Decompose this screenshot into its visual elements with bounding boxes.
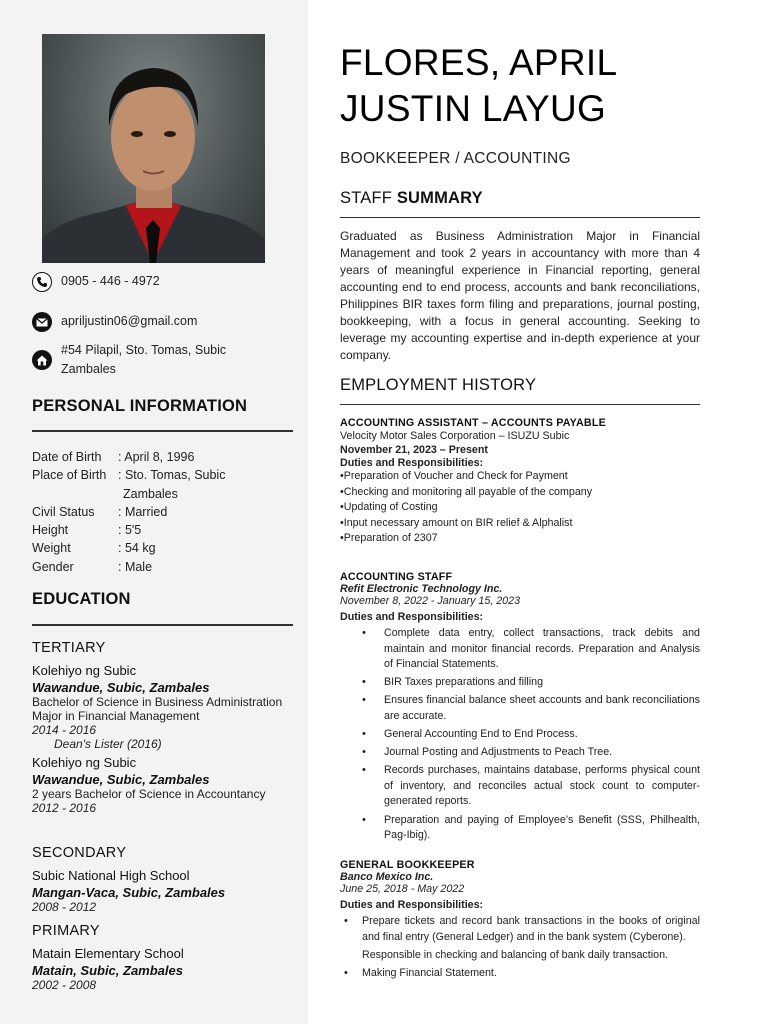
edu-years: 2008 - 2012 (32, 900, 97, 914)
job-dates: June 25, 2018 - May 2022 (340, 883, 465, 895)
job-entry-3 (340, 859, 700, 984)
duty-item: • Preparation and paying of Employee’s Benefit (SSS, Philhealth, Pag-Ibig). (384, 813, 700, 844)
pi-label (32, 485, 118, 503)
phone-icon (32, 272, 52, 292)
duty-item: • Ensures financial balance sheet accounts and bank reconciliations are accurate. (384, 693, 700, 724)
edu-level-secondary: SECONDARY (32, 845, 127, 861)
pi-label: Gender (32, 559, 74, 574)
edu-level-tertiary: TERTIARY (32, 640, 106, 656)
pi-label: Place of Birth (32, 468, 107, 483)
pi-value: : 54 kg (118, 541, 156, 556)
personal-info-divider (32, 430, 293, 432)
pi-row (32, 448, 225, 466)
duty-item: • BIR Taxes preparations and filling (384, 675, 700, 691)
job-company: Banco Mexico Inc. (340, 871, 434, 883)
pi-value: Zambales (123, 486, 178, 501)
edu-place: Wawandue, Subic, Zambales (32, 772, 210, 787)
pi-row (32, 503, 225, 521)
name-line-2: JUSTIN LAYUG (340, 88, 607, 129)
edu-honor: Dean's Lister (2016) (54, 737, 162, 751)
duty-item: •Input necessary amount on BIR relief & Alphalist (340, 516, 573, 529)
edu-years: 2014 - 2016 (32, 723, 97, 737)
email-address: apriljustin06@gmail.com (61, 314, 198, 328)
employment-divider (340, 404, 700, 405)
duty-item: •Preparation of Voucher and Check for Payment (340, 470, 568, 482)
profile-photo (42, 34, 265, 263)
duties-heading: Duties and Responsibilities: (340, 457, 484, 469)
duty-item: • Making Financial Statement. (362, 966, 700, 982)
edu-place: Matain, Subic, Zambales (32, 963, 183, 978)
summary-text: Graduated as Business Administration Major in Financial Management and took 2 years in accountancy with more than 4 years of meaningful experience in Financial reporting, general accounting end to end process, accounts and bank reconciliations, Philippines BIR taxes form filing and preparations, journal posting, bookkeeping, with a focus in general accounting. Seeking to leverage my accounting expertise and in-depth experience at your company. (340, 229, 700, 362)
job-company: Refit Electronic Technology Inc. (340, 583, 503, 595)
pi-value: : Sto. Tomas, Subic (118, 468, 226, 483)
pi-row (32, 485, 225, 503)
name-line-1: FLORES, APRIL (340, 42, 618, 83)
education-divider (32, 624, 293, 626)
duty-item: •Updating of Costing (340, 501, 438, 514)
edu-years: 2012 - 2016 (32, 801, 97, 815)
duties-list (340, 469, 700, 547)
education-tertiary (32, 640, 297, 815)
duty-item: • Records purchases, maintains database, performs physical count of inventory, and reconciles actual stock count to computer-generated reports. (384, 763, 700, 810)
edu-years: 2002 - 2008 (32, 978, 97, 992)
pi-value: : 5'5 (118, 523, 142, 538)
duty-item: •Preparation of 2307 (340, 532, 438, 545)
edu-level-primary: PRIMARY (32, 923, 100, 939)
pi-row (32, 539, 225, 557)
job-entry-1 (340, 417, 700, 547)
education-primary (32, 923, 297, 992)
job-title: ACCOUNTING ASSISTANT – ACCOUNTS PAYABLE (340, 417, 606, 429)
edu-school: Kolehiyo ng Subic (32, 755, 137, 770)
education-secondary (32, 845, 297, 914)
job-entry-2 (340, 571, 700, 846)
home-address: #54 Pilapil, Sto. Tomas, Subic Zambales (61, 343, 227, 376)
job-dates: November 8, 2022 - January 15, 2023 (340, 595, 521, 607)
pi-row (32, 466, 225, 484)
duties-list (340, 914, 700, 981)
edu-school: Kolehiyo ng Subic (32, 663, 137, 678)
summary-heading (340, 189, 483, 208)
personal-info-table (32, 448, 225, 576)
pi-label: Height (32, 523, 69, 538)
full-name (340, 40, 617, 132)
pi-label: Weight (32, 541, 71, 556)
pi-row (32, 521, 225, 539)
pi-label: Civil Status (32, 504, 95, 519)
edu-place: Mangan-Vaca, Subic, Zambales (32, 885, 226, 900)
job-title: GENERAL BOOKKEEPER (340, 859, 475, 871)
portrait-illustration (42, 34, 265, 263)
edu-degree: 2 years Bachelor of Science in Accountancy (32, 787, 266, 801)
duties-heading: Duties and Responsibilities: (340, 899, 484, 911)
duties-heading: Duties and Responsibilities: (340, 611, 484, 623)
envelope-icon (32, 312, 52, 332)
contact-address (32, 341, 271, 379)
summary-heading-b: SUMMARY (396, 189, 483, 207)
contact-phone (32, 272, 271, 292)
duty-item: • Prepare tickets and record bank transactions in the books of original and final entry (General Ledger) and in the bank system (Cyberone). (362, 914, 700, 945)
job-company: Velocity Motor Sales Corporation – ISUZU Subic (340, 430, 570, 442)
duty-item: • General Accounting End to End Process. (384, 727, 700, 743)
duties-list (340, 626, 700, 844)
pi-value: : April 8, 1996 (118, 450, 195, 464)
job-role: BOOKKEEPER / ACCOUNTING (340, 150, 571, 167)
edu-school: Matain Elementary School (32, 946, 184, 961)
contact-email (32, 312, 271, 332)
duty-item: • Journal Posting and Adjustments to Peach Tree. (384, 745, 700, 761)
edu-degree: Bachelor of Science in Business Administration Major in Financial Management (32, 695, 283, 723)
duty-item: •Checking and monitoring all payable of the company (340, 485, 593, 498)
personal-info-heading: PERSONAL INFORMATION (32, 397, 248, 415)
job-dates: November 21, 2023 – Present (340, 444, 488, 456)
phone-number: 0905 - 446 - 4972 (61, 274, 160, 288)
pi-row (32, 558, 225, 576)
job-title: ACCOUNTING STAFF (340, 571, 453, 583)
duty-item: • Complete data entry, collect transactions, track debits and maintain and monitor financial records. Preparation and Analysis of Financial Statements. (384, 626, 700, 673)
employment-heading: EMPLOYMENT HISTORY (340, 376, 537, 394)
edu-school: Subic National High School (32, 868, 190, 883)
summary-heading-a: STAFF (340, 189, 393, 207)
pi-label: Date of Birth (32, 450, 102, 464)
pi-value: : Married (118, 504, 168, 519)
home-icon (32, 350, 52, 370)
duty-item: Responsible in checking and balancing of bank daily transaction. (362, 948, 668, 961)
summary-divider (340, 217, 700, 218)
edu-place: Wawandue, Subic, Zambales (32, 680, 210, 695)
education-heading: EDUCATION (32, 590, 131, 608)
pi-value: : Male (118, 559, 153, 574)
